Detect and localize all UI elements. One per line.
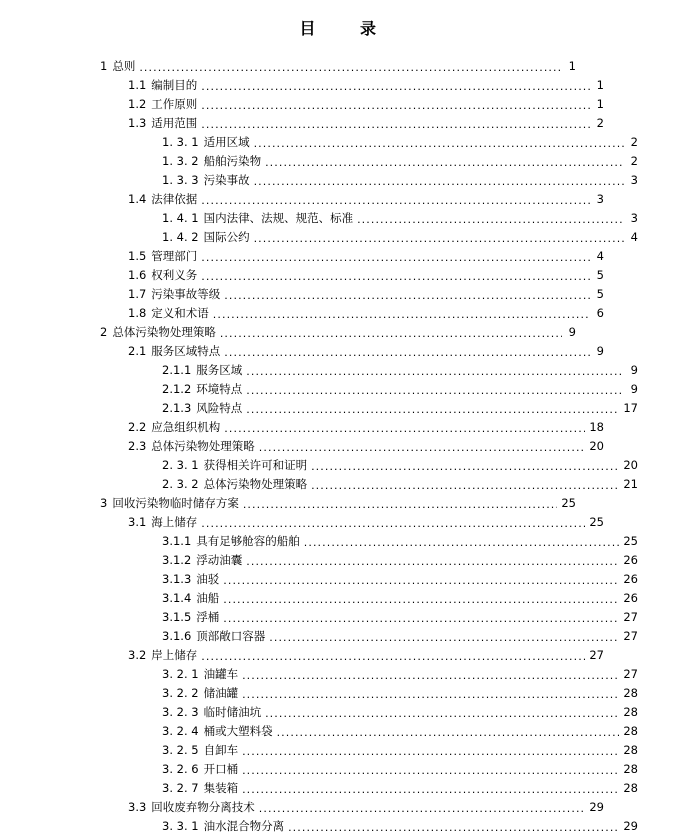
- toc-entry-number: 3.1.1: [162, 533, 192, 548]
- toc-entry-label: 工作原则: [151, 96, 198, 111]
- toc-entry-label: 适用区域: [203, 134, 250, 149]
- toc-entry-page-number: 27: [623, 609, 638, 624]
- toc-entry-page-number: 5: [596, 286, 604, 301]
- toc-entry[interactable]: [100, 509, 604, 528]
- toc-entry-number: 1.6: [128, 267, 147, 282]
- toc-entry-page-number: 28: [623, 742, 638, 757]
- toc-entry-number: 2. 3. 2: [162, 476, 199, 491]
- toc-leader-dots: [311, 478, 619, 490]
- toc-leader-dots: [246, 402, 619, 414]
- toc-entry[interactable]: [100, 338, 604, 357]
- toc-entry-page-number: 1: [596, 77, 604, 92]
- toc-entry-number: 1. 3. 1: [162, 134, 199, 149]
- toc-entry-label: 管理部门: [151, 248, 198, 263]
- toc-entry-number: 2.3: [128, 438, 147, 453]
- toc-entry-page-number: 27: [623, 666, 638, 681]
- toc-entry-page-number: 4: [630, 229, 638, 244]
- toc-entry-label: 法律依据: [151, 191, 198, 206]
- toc-entry-label: 储油罐: [203, 685, 239, 700]
- toc-leader-dots: [242, 744, 619, 756]
- toc-entry-number: 3. 2. 7: [162, 780, 199, 795]
- toc-leader-dots: [242, 687, 619, 699]
- toc-entry-page-number: 28: [623, 780, 638, 795]
- toc-entry-page-number: 26: [623, 552, 638, 567]
- toc-entry[interactable]: [100, 661, 638, 680]
- toc-entry-label: 服务区域特点: [151, 343, 221, 358]
- toc-entry-label: 海上储存: [151, 514, 198, 529]
- toc-entry-number: 2.1.1: [162, 362, 192, 377]
- toc-entry-label: 自卸车: [203, 742, 239, 757]
- toc-entry-label: 油船: [196, 590, 220, 605]
- toc-entry-number: 1. 3. 3: [162, 172, 199, 187]
- toc-entry-number: 3. 2. 1: [162, 666, 199, 681]
- toc-entry-page-number: 17: [623, 400, 638, 415]
- toc-entry[interactable]: [100, 357, 638, 376]
- toc-entry-page-number: 9: [630, 381, 638, 396]
- toc-leader-dots: [243, 497, 558, 509]
- toc-entry[interactable]: [100, 718, 638, 737]
- toc-entry-label: 总则: [112, 58, 136, 73]
- toc-leader-dots: [242, 782, 619, 794]
- toc-entry-page-number: 28: [623, 723, 638, 738]
- toc-entry-page-number: 21: [623, 476, 638, 491]
- toc-entry-page-number: 1: [568, 58, 576, 73]
- toc-leader-dots: [311, 459, 619, 471]
- toc-entry-page-number: 6: [596, 305, 604, 320]
- toc-entry-number: 3. 2. 4: [162, 723, 199, 738]
- toc-entry[interactable]: [100, 433, 604, 452]
- toc-entry-label: 临时储油坑: [203, 704, 262, 719]
- toc-entry-page-number: 2: [630, 153, 638, 168]
- toc-entry-number: 2. 3. 1: [162, 457, 199, 472]
- toc-leader-dots: [357, 212, 624, 224]
- toc-entry-page-number: 9: [596, 343, 604, 358]
- toc-entry[interactable]: [100, 148, 638, 167]
- toc-entry[interactable]: [100, 414, 604, 433]
- toc-entry-number: 2: [100, 324, 108, 339]
- toc-entry-page-number: 28: [623, 704, 638, 719]
- toc-entry-page-number: 26: [623, 590, 638, 605]
- toc-leader-dots: [201, 98, 590, 110]
- toc-leader-dots: [223, 592, 619, 604]
- toc-entry-page-number: 1: [596, 96, 604, 111]
- toc-entry-label: 总体污染物处理策略: [112, 324, 216, 339]
- toc-entry-page-number: 5: [596, 267, 604, 282]
- toc-entry[interactable]: [100, 110, 604, 129]
- toc-leader-dots: [220, 326, 562, 338]
- toc-entry-number: 3. 2. 2: [162, 685, 199, 700]
- toc-entry[interactable]: [100, 205, 638, 224]
- toc-entry[interactable]: [100, 680, 638, 699]
- toc-entry-page-number: 28: [623, 761, 638, 776]
- toc-entry-number: 3. 2. 5: [162, 742, 199, 757]
- toc-leader-dots: [139, 60, 562, 72]
- toc-leader-dots: [265, 706, 619, 718]
- toc-entry-page-number: 25: [561, 495, 576, 510]
- toc-entry[interactable]: [100, 585, 638, 604]
- toc-entry[interactable]: [100, 91, 604, 110]
- toc-entry-page-number: 20: [623, 457, 638, 472]
- toc-entry-label: 船舶污染物: [203, 153, 262, 168]
- toc-entry[interactable]: [100, 604, 638, 623]
- page-title-right: 录: [360, 19, 377, 38]
- toc-entry-label: 岸上储存: [151, 647, 198, 662]
- toc-leader-dots: [213, 307, 590, 319]
- toc-leader-dots: [254, 231, 624, 243]
- toc-entry-number: 1: [100, 58, 108, 73]
- toc-entry-number: 3. 2. 6: [162, 761, 199, 776]
- toc-entry-page-number: 3: [630, 172, 638, 187]
- toc-entry-number: 2.1.3: [162, 400, 192, 415]
- toc-entry-label: 顶部敞口容器: [196, 628, 266, 643]
- toc-entry-number: 3.1.5: [162, 609, 192, 624]
- toc-entry[interactable]: [100, 319, 576, 338]
- toc-entry-number: 3. 3. 1: [162, 818, 199, 833]
- toc-entry-label: 获得相关许可和证明: [203, 457, 308, 472]
- toc-entry-number: 1. 3. 2: [162, 153, 199, 168]
- toc-entry-number: 1.5: [128, 248, 147, 263]
- toc-entry[interactable]: [100, 471, 638, 490]
- toc-entry-number: 2.1.2: [162, 381, 192, 396]
- toc-entry-page-number: 9: [630, 362, 638, 377]
- toc-entry-label: 回收污染物临时储存方案: [112, 495, 239, 510]
- toc-entry-label: 总体污染物处理策略: [151, 438, 255, 453]
- toc-entry-label: 桶或大塑料袋: [203, 723, 273, 738]
- toc-entry[interactable]: [100, 167, 638, 186]
- toc-leader-dots: [254, 174, 624, 186]
- toc-entry-number: 3.2: [128, 647, 147, 662]
- toc-entry-page-number: 25: [589, 514, 604, 529]
- toc-entry-number: 1.1: [128, 77, 147, 92]
- toc-entry[interactable]: [100, 775, 638, 794]
- toc-entry-page-number: 26: [623, 571, 638, 586]
- toc-leader-dots: [201, 250, 590, 262]
- toc-leader-dots: [201, 79, 590, 91]
- toc-entry-number: 3.1: [128, 514, 147, 529]
- toc-leader-dots: [224, 421, 585, 433]
- toc-entry-page-number: 3: [596, 191, 604, 206]
- toc-entry[interactable]: [100, 186, 604, 205]
- toc-leader-dots: [259, 801, 586, 813]
- toc-entry-number: 3: [100, 495, 108, 510]
- toc-entry-label: 浮动油囊: [196, 552, 243, 567]
- toc-entry-number: 1.8: [128, 305, 147, 320]
- toc-entry-number: 1.4: [128, 191, 147, 206]
- toc-entry-page-number: 4: [596, 248, 604, 263]
- toc-entry-page-number: 27: [623, 628, 638, 643]
- toc-leader-dots: [246, 554, 619, 566]
- toc-entry[interactable]: [100, 376, 638, 395]
- toc-leader-dots: [201, 193, 590, 205]
- toc-leader-dots: [246, 364, 624, 376]
- toc-entry[interactable]: [100, 623, 638, 642]
- table-of-contents: [100, 53, 638, 833]
- toc-leader-dots: [242, 668, 619, 680]
- toc-entry-page-number: 25: [623, 533, 638, 548]
- toc-leader-dots: [254, 136, 624, 148]
- toc-entry-number: 3.1.2: [162, 552, 192, 567]
- toc-entry-label: 国际公约: [203, 229, 250, 244]
- toc-entry-label: 具有足够舱容的船舶: [196, 533, 300, 548]
- toc-entry-page-number: 2: [630, 134, 638, 149]
- toc-entry-number: 2.1: [128, 343, 147, 358]
- toc-entry[interactable]: [100, 262, 604, 281]
- toc-entry[interactable]: [100, 452, 638, 471]
- toc-entry-number: 1. 4. 2: [162, 229, 199, 244]
- toc-entry-number: 1.7: [128, 286, 147, 301]
- toc-entry-page-number: 29: [623, 818, 638, 833]
- toc-leader-dots: [201, 117, 590, 129]
- toc-leader-dots: [242, 763, 619, 775]
- toc-entry[interactable]: [100, 72, 604, 91]
- toc-entry-page-number: 20: [589, 438, 604, 453]
- toc-entry-page-number: 9: [568, 324, 576, 339]
- toc-entry-page-number: 2: [596, 115, 604, 130]
- toc-entry-number: 1. 4. 1: [162, 210, 199, 225]
- toc-entry[interactable]: [100, 395, 638, 414]
- toc-entry-label: 油罐车: [203, 666, 239, 681]
- toc-entry-label: 编制目的: [151, 77, 198, 92]
- toc-entry-label: 风险特点: [196, 400, 243, 415]
- toc-entry[interactable]: [100, 243, 604, 262]
- toc-leader-dots: [265, 155, 624, 167]
- toc-entry-label: 污染事故: [203, 172, 250, 187]
- toc-entry-number: 3.1.4: [162, 590, 192, 605]
- toc-entry[interactable]: [100, 642, 604, 661]
- toc-entry-label: 总体污染物处理策略: [203, 476, 308, 491]
- toc-entry-label: 应急组织机构: [151, 419, 221, 434]
- toc-entry[interactable]: [100, 490, 576, 509]
- toc-entry-number: 3. 2. 3: [162, 704, 199, 719]
- toc-entry-label: 开口桶: [203, 761, 239, 776]
- toc-entry-label: 回收废弃物分离技术: [151, 799, 255, 814]
- toc-entry[interactable]: [100, 300, 604, 319]
- toc-entry[interactable]: [100, 566, 638, 585]
- toc-entry-label: 浮桶: [196, 609, 220, 624]
- toc-leader-dots: [201, 649, 585, 661]
- toc-leader-dots: [223, 611, 619, 623]
- toc-entry-label: 权利义务: [151, 267, 198, 282]
- toc-entry[interactable]: [100, 129, 638, 148]
- toc-leader-dots: [288, 820, 619, 832]
- toc-entry[interactable]: [100, 737, 638, 756]
- toc-leader-dots: [224, 288, 590, 300]
- toc-leader-dots: [201, 269, 590, 281]
- toc-entry[interactable]: [100, 224, 638, 243]
- toc-leader-dots: [259, 440, 586, 452]
- toc-entry-number: 1.3: [128, 115, 147, 130]
- toc-entry-label: 油驳: [196, 571, 220, 586]
- toc-entry-number: 3.3: [128, 799, 147, 814]
- toc-entry[interactable]: [100, 699, 638, 718]
- toc-entry-label: 污染事故等级: [151, 286, 221, 301]
- toc-entry-label: 环境特点: [196, 381, 243, 396]
- toc-entry-page-number: 29: [589, 799, 604, 814]
- toc-entry-label: 适用范围: [151, 115, 198, 130]
- toc-leader-dots: [246, 383, 624, 395]
- toc-entry[interactable]: [100, 528, 638, 547]
- toc-entry-label: 国内法律、法规、规范、标准: [203, 210, 354, 225]
- toc-entry[interactable]: [100, 281, 604, 300]
- toc-entry-label: 集装箱: [203, 780, 239, 795]
- toc-leader-dots: [269, 630, 619, 642]
- toc-entry[interactable]: [100, 813, 638, 832]
- toc-entry-label: 定义和术语: [151, 305, 209, 320]
- toc-entry-number: 1.2: [128, 96, 147, 111]
- toc-entry-label: 服务区域: [196, 362, 243, 377]
- toc-leader-dots: [277, 725, 620, 737]
- toc-leader-dots: [201, 516, 585, 528]
- toc-entry-number: 3.1.3: [162, 571, 192, 586]
- toc-entry-page-number: 28: [623, 685, 638, 700]
- toc-leader-dots: [224, 345, 590, 357]
- page-title-left: 目: [299, 19, 316, 38]
- toc-entry-label: 油水混合物分离: [203, 818, 285, 833]
- toc-entry[interactable]: [100, 547, 638, 566]
- toc-entry[interactable]: [100, 53, 576, 72]
- toc-entry[interactable]: [100, 756, 638, 775]
- toc-entry-number: 3.1.6: [162, 628, 192, 643]
- toc-leader-dots: [304, 535, 620, 547]
- page-title: [100, 16, 576, 39]
- toc-entry-page-number: 3: [630, 210, 638, 225]
- toc-entry-page-number: 27: [589, 647, 604, 662]
- toc-entry[interactable]: [100, 794, 604, 813]
- toc-entry-page-number: 18: [589, 419, 604, 434]
- toc-leader-dots: [223, 573, 619, 585]
- toc-entry-number: 2.2: [128, 419, 147, 434]
